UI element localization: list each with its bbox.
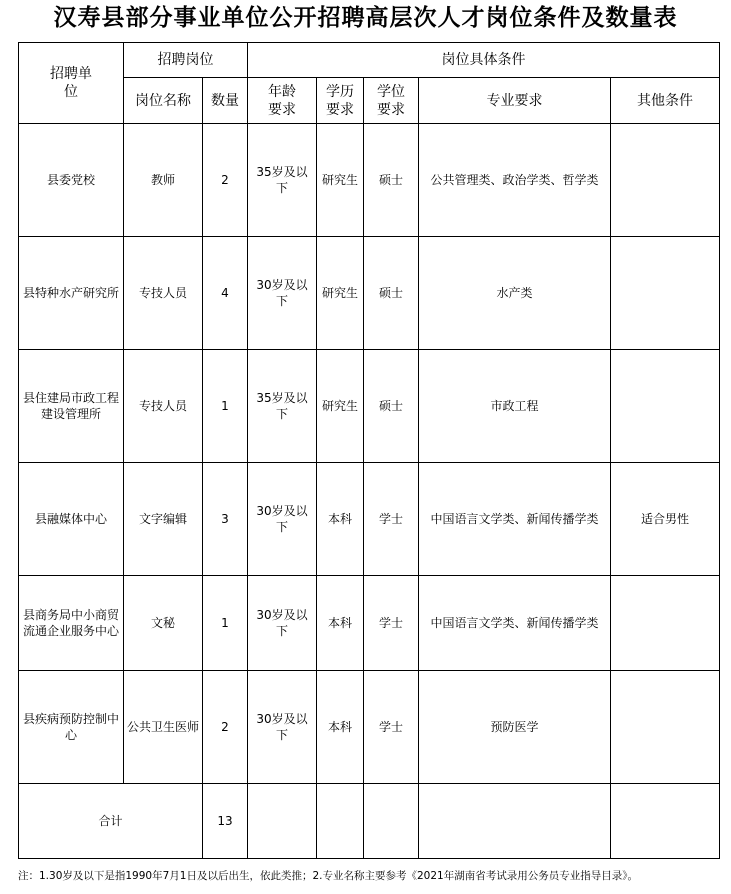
cell-degree: 硕士 bbox=[364, 124, 419, 237]
cell-quantity: 2 bbox=[203, 671, 248, 784]
header-quantity: 数量 bbox=[203, 78, 248, 124]
header-degree: 学位要求 bbox=[364, 78, 419, 124]
header-other: 其他条件 bbox=[611, 78, 720, 124]
recruitment-table bbox=[18, 42, 720, 859]
table-row bbox=[19, 671, 720, 784]
cell-quantity: 4 bbox=[203, 237, 248, 350]
cell-empty bbox=[364, 784, 419, 859]
cell-age: 35岁及以下 bbox=[248, 350, 317, 463]
cell-unit: 县特种水产研究所 bbox=[19, 237, 124, 350]
cell-major: 市政工程 bbox=[419, 350, 611, 463]
cell-empty bbox=[317, 784, 364, 859]
cell-major: 预防医学 bbox=[419, 671, 611, 784]
cell-age: 30岁及以下 bbox=[248, 237, 317, 350]
cell-empty bbox=[611, 784, 720, 859]
footnote: 注：1.30岁及以下是指1990年7月1日及以后出生，依此类推；2.专业名称主要参考《2021年湖南省考试录用公务员专业指导目录》。 bbox=[18, 870, 638, 882]
cell-unit: 县商务局中小商贸流通企业服务中心 bbox=[19, 576, 124, 671]
table-row bbox=[19, 124, 720, 237]
cell-quantity: 2 bbox=[203, 124, 248, 237]
cell-education: 研究生 bbox=[317, 350, 364, 463]
cell-other: 适合男性 bbox=[611, 463, 720, 576]
total-row bbox=[19, 784, 720, 859]
table-row bbox=[19, 237, 720, 350]
table-row bbox=[19, 463, 720, 576]
cell-other bbox=[611, 671, 720, 784]
cell-major: 水产类 bbox=[419, 237, 611, 350]
cell-age: 30岁及以下 bbox=[248, 671, 317, 784]
cell-unit: 县融媒体中心 bbox=[19, 463, 124, 576]
header-position-group: 招聘岗位 bbox=[124, 43, 248, 78]
cell-age: 30岁及以下 bbox=[248, 463, 317, 576]
cell-major: 中国语言文学类、新闻传播学类 bbox=[419, 463, 611, 576]
cell-major: 中国语言文学类、新闻传播学类 bbox=[419, 576, 611, 671]
header-unit: 招聘单位 bbox=[19, 43, 124, 124]
cell-position: 公共卫生医师 bbox=[124, 671, 203, 784]
cell-other bbox=[611, 124, 720, 237]
cell-degree: 学士 bbox=[364, 576, 419, 671]
cell-education: 本科 bbox=[317, 671, 364, 784]
cell-major: 公共管理类、政治学类、哲学类 bbox=[419, 124, 611, 237]
cell-position: 文秘 bbox=[124, 576, 203, 671]
cell-other bbox=[611, 576, 720, 671]
cell-degree: 硕士 bbox=[364, 237, 419, 350]
cell-empty bbox=[419, 784, 611, 859]
table-row bbox=[19, 350, 720, 463]
cell-other bbox=[611, 350, 720, 463]
cell-education: 本科 bbox=[317, 463, 364, 576]
cell-quantity: 1 bbox=[203, 576, 248, 671]
header-position-name: 岗位名称 bbox=[124, 78, 203, 124]
total-quantity: 13 bbox=[203, 784, 248, 859]
cell-degree: 学士 bbox=[364, 671, 419, 784]
cell-quantity: 1 bbox=[203, 350, 248, 463]
cell-position: 专技人员 bbox=[124, 350, 203, 463]
cell-education: 研究生 bbox=[317, 124, 364, 237]
cell-degree: 硕士 bbox=[364, 350, 419, 463]
header-education: 学历要求 bbox=[317, 78, 364, 124]
total-label: 合计 bbox=[19, 784, 203, 859]
cell-age: 35岁及以下 bbox=[248, 124, 317, 237]
cell-education: 本科 bbox=[317, 576, 364, 671]
cell-age: 30岁及以下 bbox=[248, 576, 317, 671]
cell-education: 研究生 bbox=[317, 237, 364, 350]
header-age: 年龄要求 bbox=[248, 78, 317, 124]
cell-other bbox=[611, 237, 720, 350]
header-major: 专业要求 bbox=[419, 78, 611, 124]
table-row bbox=[19, 576, 720, 671]
cell-empty bbox=[248, 784, 317, 859]
cell-position: 文字编辑 bbox=[124, 463, 203, 576]
cell-unit: 县住建局市政工程建设管理所 bbox=[19, 350, 124, 463]
page-title: 汉寿县部分事业单位公开招聘高层次人才岗位条件及数量表 bbox=[53, 4, 678, 31]
cell-unit: 县疾病预防控制中心 bbox=[19, 671, 124, 784]
cell-position: 教师 bbox=[124, 124, 203, 237]
cell-degree: 学士 bbox=[364, 463, 419, 576]
cell-quantity: 3 bbox=[203, 463, 248, 576]
cell-unit: 县委党校 bbox=[19, 124, 124, 237]
header-conditions-group: 岗位具体条件 bbox=[248, 43, 720, 78]
cell-position: 专技人员 bbox=[124, 237, 203, 350]
